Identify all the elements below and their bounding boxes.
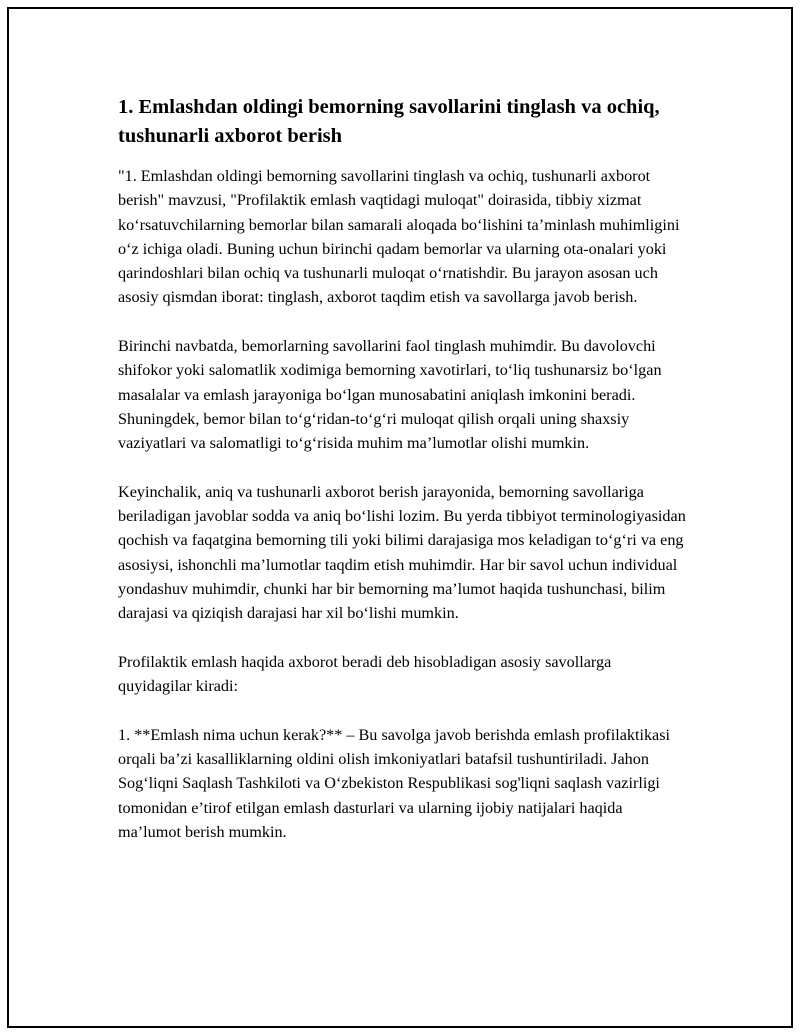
paragraph-intro: "1. Emlashdan oldingi bemorning savollarini tinglash va ochiq, tushunarli axborot berish" mavzusi, "Profilaktik emlash vaqtidagi muloqat" doirasida, tibbiy xizmat ko‘rsatuvchilarning bemorlar bilan samarali aloqada bo‘lishini ta’minlash muhimligini o‘z ichiga oladi. Buning uchun birinchi qadam bemorlar va ularning ota-onalari yoki qarindoshlari bilan ochiq va tushunarli muloqat o‘rnatishdir. Bu jarayon asosan uch asosiy qismdan iborat: tinglash, axborot taqdim etish va savollarga javob berish. [118, 167, 680, 307]
document-body [118, 93, 688, 869]
paragraph-listening: Birinchi navbatda, bemorlarning savollarini faol tinglash muhimdir. Bu davolovchi shifokor yoki salomatlik xodimiga bemorning xavotirlari, to‘liq tushunarsiz bo‘lgan masalalar va emlash jarayoniga bo‘lgan munosabatini aniqlash imkonini beradi. Shuningdek, bemor bilan to‘g‘ridan-to‘g‘ri muloqat qilish orqali uning shaxsiy vaziyatlari va salomatligi to‘g‘risida muhim ma’lumotlar olishi mumkin. [118, 337, 662, 453]
paragraph-questions-intro: Profilaktik emlash haqida axborot beradi deb hisobladigan asosiy savollarga quyidagilar kiradi: [118, 652, 612, 696]
section-heading: 1. Emlashdan oldingi bemorning savollarini tinglash va ochiq, tushunarli axborot berish [118, 96, 660, 147]
paragraph-question-1: 1. **Emlash nima uchun kerak?** – Bu savolga javob berishda emlash profilaktikasi orqali ba’zi kasalliklarning oldini olish imkoniyatlari batafsil tushuntiriladi. Jahon Sog‘liqni Saqlash Tashkiloti va O‘zbekiston Respublikasi sog'liqni saqlash vazirligi tomonidan e’tirof etilgan emlash dasturlari va ularning ijobiy natijalari haqida ma’lumot berish mumkin. [118, 725, 671, 842]
paragraph-information: Keyinchalik, aniq va tushunarli axborot berish jarayonida, bemorning savollariga beriladigan javoblar sodda va aniq bo‘lishi lozim. Bu yerda tibbiyot terminologiyasidan qochish va faqatgina bemorning tili yoki bilimi darajasiga mos keladigan to‘g‘ri va eng asosiysi, ishonchli ma’lumotlar taqdim etish muhimdir. Har bir savol uchun individual yondashuv muhimdir, chunki har bir bemorning ma’lumot haqida tushunchasi, bilim darajasi va qiziqish darajasi har xil bo‘lishi mumkin. [118, 482, 686, 623]
